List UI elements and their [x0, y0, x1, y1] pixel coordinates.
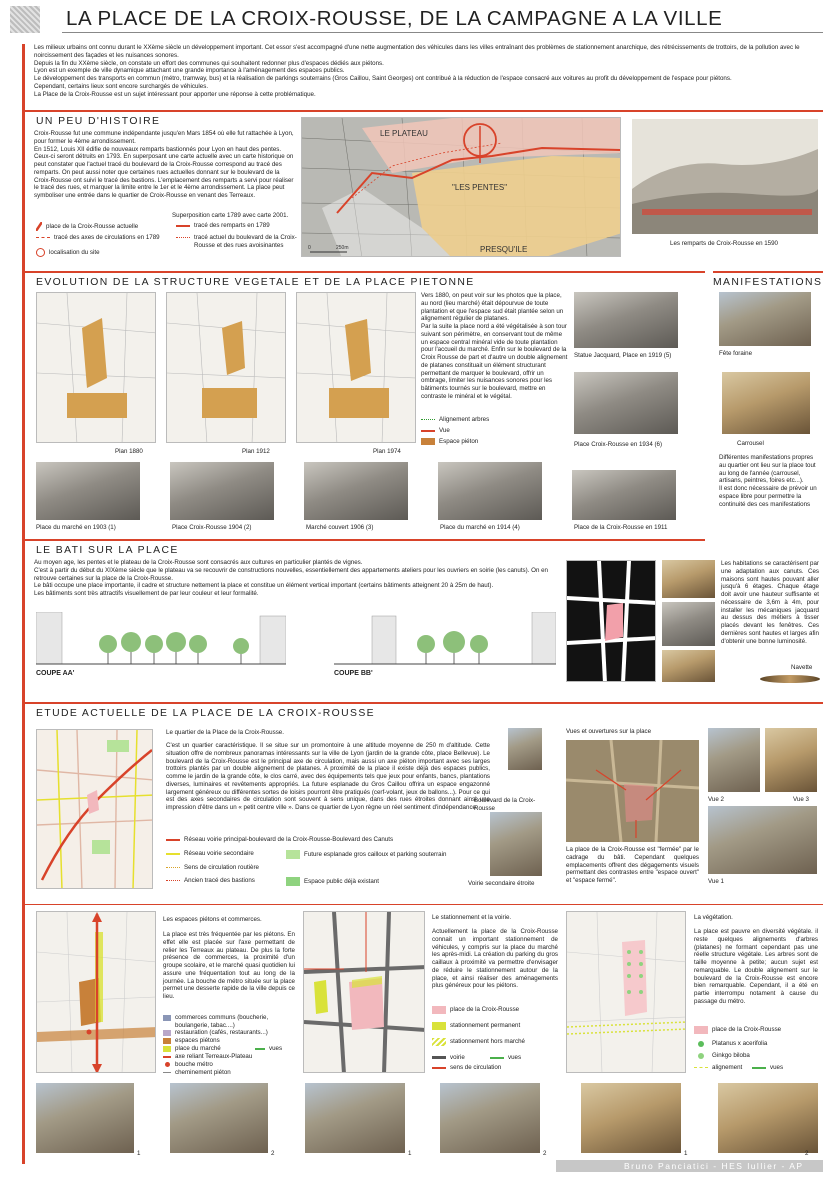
photo-caption: Place Croix-Rousse en 1934 (6) — [574, 441, 663, 448]
left-accent-bar — [22, 44, 25, 1164]
photo-place-1904 — [170, 462, 274, 520]
pietons-map — [36, 911, 156, 1073]
photo-voirie-secondaire — [490, 812, 542, 876]
legend-item: Future esplanade gros cailloux et parking souterrain — [286, 850, 446, 859]
navette-image — [760, 675, 820, 683]
photo-caption: Statue Jacquard, Place en 1919 (5) — [574, 352, 672, 359]
photo-marche-1903 — [36, 462, 140, 520]
map-label: "LES PENTES" — [452, 183, 508, 192]
photo-number: 1 — [137, 1150, 141, 1157]
evolution-text: Vers 1880, on peut voir sur les photos que la place, au nord (lieu marché) était dépourvue de toute plantation et que l'espace sud était plantée selon un alignement régulier de platanes. Par la suite la place nord a été végétalisée à son tour suivant son périmètre, en conservant tout de même un espace central minéral vide de toute plantation pour l'accueil du marché. Enfin sur le boulevard de la Croix Rousse de part et d'autre un double alignement de platanes constituait un élément structurant permettant de marquer le boulevard, offrir un ombrage, limiter les nuisances sonores pour les bâtiments tournés sur le boulevard, mettre en contraste le minéral et le végétal. — [421, 292, 568, 400]
photo-marche-couvert-1906 — [304, 462, 408, 520]
legend-item: Alignement arbres — [421, 416, 489, 424]
legend-item: place de la Croix-Rousse — [432, 1006, 519, 1014]
vegetation-title: La végétation. — [694, 914, 733, 921]
evolution-legend — [421, 416, 561, 446]
photo-boulevard — [508, 728, 542, 770]
section-rule — [22, 110, 823, 112]
photo-metier-a-tisser — [662, 602, 715, 646]
vues-title: Vues et ouvertures sur la place — [566, 728, 652, 735]
photo-caption: Vue 1 — [708, 878, 724, 885]
legend-item: stationnement hors marché — [432, 1038, 525, 1046]
place-marker-icon — [36, 222, 42, 231]
intro-paragraph: La Place de la Croix-Rousse est un sujet intéressant pour apporter une réponse à cette problématique. — [34, 90, 316, 98]
bati-figure-ground-map — [566, 560, 656, 682]
section-rule — [22, 904, 823, 905]
legend-item: axe reliant Terreaux-Plateau — [163, 1053, 252, 1061]
photo-caption: Place du marché en 1903 (1) — [36, 524, 116, 531]
plan-1880 — [36, 292, 156, 443]
photo-caption: Vue 2 — [708, 796, 724, 803]
photo-number: 2 — [543, 1150, 547, 1157]
photo-caption: Voirie secondaire étroite — [468, 880, 535, 887]
circle-icon — [36, 248, 45, 257]
intro-paragraph: Le développement des transports en commun (métro, tramway, bus) et la réalisation de parkings souterrains (Gros Caillou, Saint Georges) ont contribué à la réduction de l'espace consacré aux voitures au profit du développement de l'espace pour piétons. — [34, 75, 732, 82]
photo-caption: Vue 3 — [793, 796, 809, 803]
photo-marche-1914 — [438, 462, 542, 520]
legend-item: sens de circulation — [432, 1064, 501, 1072]
coupe-label: COUPE BB' — [334, 670, 373, 677]
vegetation-map — [566, 911, 686, 1073]
pietons-title: Les espaces piétons et commerces. — [163, 916, 262, 923]
intro-text — [34, 44, 819, 98]
photo-carrousel — [722, 372, 810, 434]
etude-subtitle: Le quartier de la Place de la Croix-Rousse. — [166, 729, 284, 736]
legend-item: vues — [255, 1045, 282, 1053]
vegetation-legend — [694, 1026, 820, 1076]
plan-caption: Plan 1880 — [115, 448, 143, 455]
aerial-photo-place — [566, 740, 699, 842]
section-title-manifestations: MANIFESTATIONS — [713, 277, 823, 288]
photo-caption: Place du marché en 1914 (4) — [440, 524, 520, 531]
legend-item: Ancien tracé des bastions — [166, 877, 255, 885]
coupe-bb — [334, 612, 556, 692]
bottom-photo — [36, 1083, 134, 1153]
photo-number: 1 — [684, 1150, 688, 1157]
photo-number: 2 — [271, 1150, 275, 1157]
photo-caption: Place de la Croix-Rousse en 1911 — [574, 524, 668, 531]
vegetation-text: La place est pauvre en diversité végétale. il reste quelques alignements d'arbres (platanes) ne formant cependant pas une réelle structure végétale. Les arbres sont de taille moyenne à petite; aucun sujet est remarquable. Le double alignement sur le boulevard de la Croix-Rousse est encore bien remarquable. Cependant, il a été en partie interrompu notament à cause du passage du métro. — [694, 928, 818, 1005]
page-title: LA PLACE DE LA CROIX-ROUSSE, DE LA CAMPAGNE A LA VILLE — [66, 7, 723, 30]
manifestations-text: Différentes manifestations propres au quartier ont lieu sur la place tout au long de l'année (carrousel, artisans, peintres, foires etc...). Il est donc nécessaire de prévoir un espace libre pour permettre la continuité des ces manifestations — [719, 454, 817, 508]
photo-vue-3 — [765, 728, 817, 792]
bottom-photo — [718, 1083, 818, 1153]
photo-number: 2 — [805, 1150, 809, 1157]
quartier-map — [36, 729, 153, 889]
legend-item: alignement — [694, 1064, 742, 1072]
legend-item: Réseau voirie principal-boulevard de la Croix-Rousse-Boulevard des Canuts — [166, 836, 393, 844]
intro-paragraph: Cependant, certains lieux sont encore surchargés de véhicules. — [34, 82, 209, 90]
map-label: LE PLATEAU — [380, 129, 428, 138]
section-title-histoire: UN PEU D'HISTOIRE — [36, 116, 161, 127]
photo-vue-2 — [708, 728, 760, 792]
plan-1974 — [296, 292, 416, 443]
plan-1912 — [166, 292, 286, 443]
legend-item: Platanus x acerifolia — [694, 1040, 767, 1048]
platanus-dot-icon — [698, 1041, 704, 1047]
historic-map-drawing — [302, 118, 621, 257]
stationnement-text: Actuellement la place de la Croix-Rousse connait un important stationnement de véhicules, y compris sur la place du marché les après-midi. La création du parking du gros caillaux à proximité va permettre d'envisager de réduire le stationnement autour de la place, et ainsi réaliser des aménagements plus généreux pour les piétons. — [432, 928, 558, 990]
histoire-legend — [34, 222, 299, 262]
bottom-photo — [440, 1083, 540, 1153]
map-label: PRESQU'ILE — [480, 245, 528, 254]
legend-item: tracé actuel du boulevard de la Croix-Rousse et des rues avoisinantes — [176, 234, 300, 249]
legend-item: place de la Croix-Rousse — [694, 1026, 781, 1034]
engraving-caption: Les remparts de Croix-Rousse en 1590 — [670, 240, 778, 247]
coupe-aa — [36, 612, 286, 692]
header-rule — [62, 32, 823, 33]
scale-label: 250m — [336, 245, 349, 251]
photo-vue-1 — [708, 806, 817, 874]
stationnement-title: Le stationnement et la voirie. — [432, 914, 512, 921]
etude-legend — [166, 836, 486, 891]
photo-caption: Boulevard de la Croix-Rousse — [474, 797, 536, 812]
photo-place-1934 — [574, 372, 678, 434]
photo-immeuble-canut — [662, 650, 715, 682]
section-rule — [22, 539, 705, 541]
superposition-caption: Superposition carte 1789 avec carte 2001. — [172, 212, 289, 219]
legend-item: Ginkgo biloba — [694, 1052, 750, 1060]
photo-caption: Place Croix-Rousse 1904 (2) — [172, 524, 252, 531]
photo-fete-foraine — [719, 292, 811, 346]
photo-caption: Carrousel — [737, 440, 764, 447]
ginkgo-dot-icon — [698, 1053, 704, 1059]
navette-caption: Navette — [791, 664, 813, 671]
legend-item: place de la Croix-Rousse actuelle — [36, 222, 138, 231]
photo-place-1911 — [572, 470, 676, 520]
legend-item: Sens de circulation routière — [166, 864, 259, 872]
etude-text: C'est un quartier caractéristique. Il se situe sur un promontoire à une altitude moyenne de 250 m d'altitude. Cette situation offre de nombreux panoramas intéressants sur la ville de Lyon (jardin de la grande côte, place Bellevue). Le boulevard de la Croix-Rousse est le principal axe de circulation, mais aussi un axe piéton important avec ses larges trottoirs plantés par un double alignement de platanes. A proximité de la place il existe déjà des espaces publics, comme le jardin de la grande côte, le clos carré, avec des équipements tels que jeux pour enfants, bancs, plantations diverses, luminaires et revêtements appropriés. La future esplanade du Gros Caillou offrira un espace engazonné largement généreux ou différentes sortes de loisirs pourront être pratiqués (cerf-volant, jeux de ballons...). Pour ce qui est des axes secondaires de circulation sont souvent à sens unique, dans des rues étroites donnant ainsi une impression d'être dans un « petit centre ville ». Dans ce quartier de Lyon règne un réel sentiment d'indépendance. — [166, 742, 490, 811]
historic-overlay-map — [301, 117, 621, 257]
bottom-photo — [305, 1083, 405, 1153]
legend-item: Espace public déjà existant — [286, 877, 379, 886]
photo-caption: Fête foraine — [719, 350, 753, 357]
coupe-label: COUPE AA' — [36, 670, 75, 677]
intro-paragraph: Lyon est un exemple de ville dynamique attachant une grande importance à l'aménagement des espaces publics. — [34, 67, 345, 75]
scale-label: 0 — [308, 245, 311, 251]
intro-paragraph: Les milieux urbains ont connu durant le XXème siècle un développement important. Cet essor s'est accompagné d'une nette augmentation des véhicules dans les villes entraînant des problèmes de stationnement anarchique, des rétrécissements de trottoirs, de la pollution avec le noircissement des façades et les nuisances sonores. — [34, 44, 800, 59]
legend-item: Réseau voirie secondaire — [166, 850, 254, 858]
section-rule — [713, 271, 823, 273]
pietons-text: La place est très fréquentée par les piétons. En effet elle est placée sur l'axe permettant de relier les Terreaux au plateau. De plus la forte présence de commerces, la proximité d'un groupe scolaire, et le marché quasi quotidien lui assure une fréquentation tout au long de la journée. La bouche de métro située sur la place permet une desserte rapide de la ville depuis ce lieu. — [163, 931, 295, 1000]
photo-number: 1 — [408, 1150, 412, 1157]
section-rule — [22, 271, 705, 273]
vues-text: La place de la Croix-Rousse est "fermée" par le cadrage du bâti. Cependant quelques emplacements offrent des dégagements visuels permettant des contrastes entre "espace ouvert" et "espace fermé". — [566, 846, 699, 884]
legend-item: tracé des remparts en 1789 — [176, 222, 270, 230]
legend-item: restauration (cafés, restaurants...) — [163, 1029, 268, 1037]
header-logo — [10, 6, 40, 33]
photo-caption: Marché couvert 1906 (3) — [306, 524, 374, 531]
legend-item: stationnement permanent — [432, 1022, 520, 1030]
legend-item: espaces piétons — [163, 1037, 220, 1045]
stationnement-map — [303, 911, 425, 1073]
legend-item: Vue — [421, 427, 450, 435]
legend-item: vues — [490, 1054, 521, 1062]
bottom-photo — [170, 1083, 268, 1153]
legend-item: place du marché — [163, 1045, 221, 1053]
legend-item: commerces communs (boucherie, boulangerie, tabac....) — [163, 1014, 295, 1029]
section-rule — [22, 702, 823, 704]
legend-item: cheminement piéton — [163, 1069, 231, 1077]
bati-text: Au moyen age, les pentes et le plateau de la Croix-Rousse sont consacrés aux cultures en particulier plantés de vignes. C'est à partir du début du XIXème siècle que le plateau va se recouvrir de constructions nouvelles, essentiellement des appartements ateliers pour les ouvriers en soirie (les canuts). On en retrouve certaines sur la place de la Croix-Rousse. Le bâti occupe une place importante, il cadre et structure nettement la place et constitue un élément vertical important (certains bâtiments atteignent 20 à 25m de haut). Les bâtiments sont très attractifs visuellement de par leur couleur et leur formalité. — [34, 559, 548, 597]
legend-item: tracé des axes de circulations en 1789 — [36, 234, 160, 242]
section-title-bati: LE BATI SUR LA PLACE — [36, 545, 179, 556]
histoire-text: Croix-Rousse fut une commune indépendante jusqu'en Mars 1854 où elle fut rattachée à Lyon, pour former le 4ème arrondissement. En 1512, Louis XII édifie de nouveaux remparts bastionnés pour Lyon en haut des pentes. Ceux-ci seront détruits en 1793. En superposant une carte actuelle avec un carte historique on peut constater que l'actuel tracé du boulevard de la Croix-Rousse correspond au tracé des remparts. On peut aussi noter que certaines rues actuelles donnant sur le boulevard de la Croix-Rousse ont suivi le tracé des bastions. L'emplacement des remparts a servi pour réaliser le tracé des rues, et marquer la limite entre le 1er et le 4ème arrondissement. La place peut symboliser une entrée dans le quartier de Croix-Rousse en venant des Terreaux. — [34, 130, 294, 199]
plan-caption: Plan 1912 — [242, 448, 270, 455]
pietons-legend — [163, 1014, 298, 1084]
canuts-text: Les habitations se caractérisent par une adaptation aux canuts. Ces maisons sont hautes pouvant aller jusqu'à 6 étages. Chaque étage doit avoir une hauteur suffisante et nécessaire de 3,6m à 4m, pour installer les mécaniques jacquard au dessus des métiers à tisser placés devant les fenêtres. Ces dernières sont hautes et larges afin d'obtenir une bonne luminosité. — [721, 560, 819, 645]
intro-paragraph: Depuis la fin du XXème siècle, on constate un effort des communes qui souhaitent redonner plus d'espaces dédiés aux piétons. — [34, 59, 384, 67]
legend-item: Espace piéton — [421, 438, 478, 446]
ramparts-engraving — [632, 119, 818, 234]
footer-credit: Bruno Panciatici - HES lullier - AP — [624, 1161, 804, 1171]
section-title-etude: ETUDE ACTUELLE DE LA PLACE DE LA CROIX-ROUSSE — [36, 708, 376, 719]
plan-caption: Plan 1974 — [373, 448, 401, 455]
section-title-evolution: EVOLUTION DE LA STRUCTURE VEGETALE ET DE LA PLACE PIETONNE — [36, 277, 475, 288]
legend-item: localisation du site — [36, 248, 100, 257]
legend-item: voirie — [432, 1054, 465, 1062]
photo-canut-facade — [662, 560, 715, 598]
metro-dot-icon — [165, 1062, 170, 1067]
photo-statue-jacquard — [574, 292, 678, 348]
legend-item: bouche métro — [163, 1061, 213, 1069]
legend-item: vues — [752, 1064, 783, 1072]
bottom-photo — [581, 1083, 681, 1153]
stationnement-legend — [432, 1006, 562, 1076]
